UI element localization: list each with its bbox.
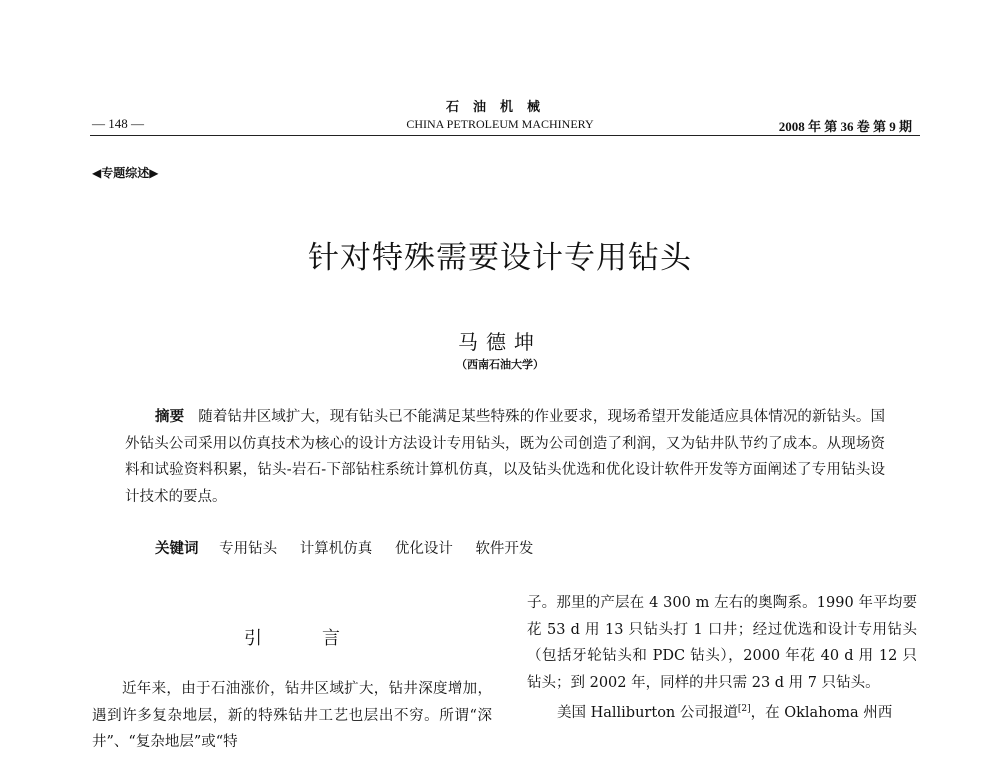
- journal-title-cn: 石油机械: [445, 100, 554, 115]
- abstract-label: 摘要: [155, 409, 185, 425]
- keyword: 优化设计: [394, 541, 453, 557]
- author: 马德坤: [458, 330, 542, 354]
- right-column: [527, 590, 917, 726]
- affiliation: （西南石油大学）: [456, 358, 544, 371]
- keyword: 计算机仿真: [299, 541, 373, 557]
- article-title: 针对特殊需要设计专用钻头: [308, 240, 692, 276]
- body-paragraph: 子。那里的产层在 4 300 m 左右的奥陶系。1990 年平均要花 53 d 用 13 只钻头打 1 口井；经过优选和设计专用钻头（包括牙轮钻头和 PDC 钻头），2000 年花 40 d 用 12 只钻头；到 2002 年，同样的井只需 23 d 用 7 只钻头。: [527, 595, 917, 691]
- keywords: [155, 537, 551, 558]
- citation-ref: [2]: [737, 704, 751, 714]
- page-number: — 148 —: [92, 116, 144, 131]
- left-column: [92, 594, 492, 756]
- section-tag: ◀专题综述▶: [92, 166, 159, 180]
- abstract-text: 随着钻井区域扩大，现有钻头已不能满足某些特殊的作业要求，现场希望开发能适应具体情况的新钻头。国外钻头公司采用以仿真技术为核心的设计方法设计专用钻头，既为公司创造了利润，又为钻井队节约了成本。从现场资料和试验资料积累，钻头-岩石-下部钻柱系统计算机仿真，以及钻头优选和优化设计软件开发等方面阐述了专用钻头设计技术的要点。: [125, 409, 886, 505]
- body-paragraph-halliburton: [527, 696, 917, 726]
- issue-info: 2008 年 第 36 卷 第 9 期: [778, 119, 912, 134]
- keyword: 专用钻头: [219, 541, 278, 557]
- journal-title-en: CHINA PETROLEUM MACHINERY: [406, 117, 594, 131]
- keyword: 软件开发: [475, 541, 534, 557]
- intro-heading: 引言: [244, 628, 400, 649]
- header-rule: [90, 135, 920, 136]
- abstract: [125, 404, 885, 510]
- paragraph-text: 美国 Halliburton 公司报道: [557, 704, 738, 721]
- keywords-label: 关键词: [155, 541, 199, 557]
- intro-paragraph: 近年来，由于石油涨价，钻井区域扩大，钻井深度增加，遇到许多复杂地层，新的特殊钻井工艺也层出不穷。所谓“深井”、“复杂地层”或“特: [92, 681, 492, 750]
- paragraph-text: ，在 Oklahoma 州西: [750, 704, 893, 721]
